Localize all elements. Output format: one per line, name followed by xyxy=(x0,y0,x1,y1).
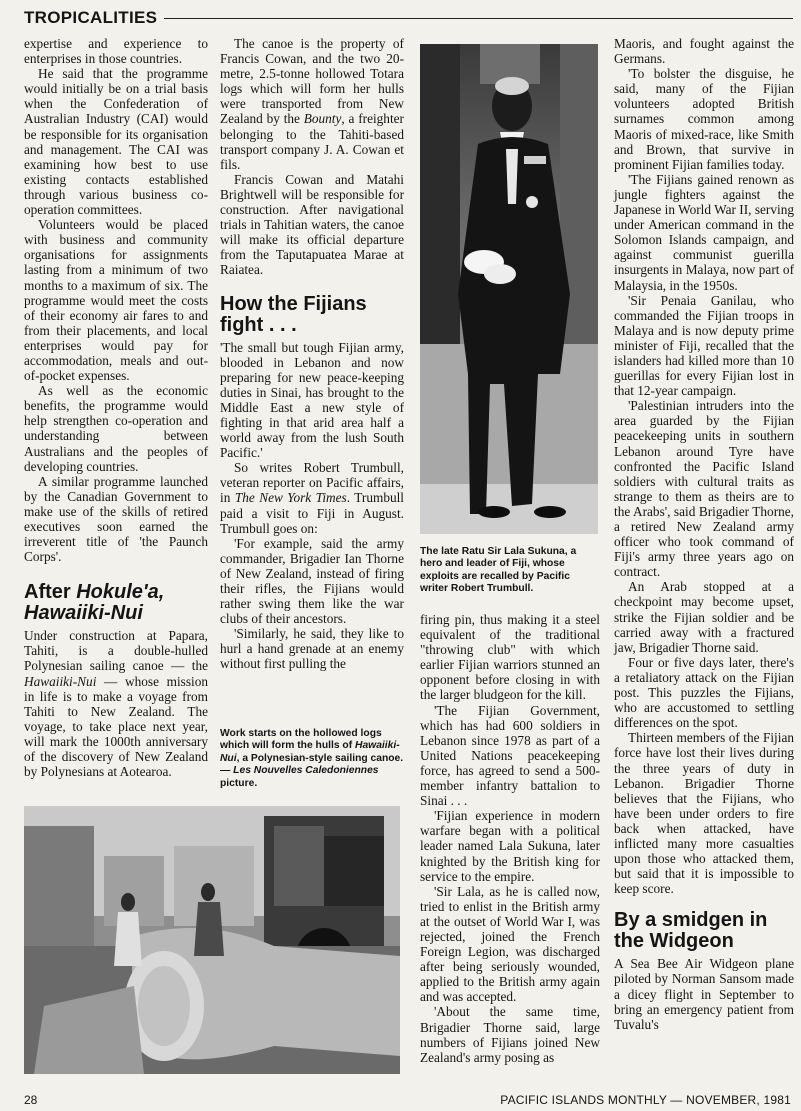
column-2 xyxy=(220,36,404,672)
column-4 xyxy=(614,36,794,1032)
col4-paragraph: Four or five days later, there's a retaliatory attack on the Fijian post. This puzzles the Fijians, who are accustomed to settling differences on the spot. xyxy=(614,654,794,731)
column-3 xyxy=(420,612,600,1065)
publication-footer: PACIFIC ISLANDS MONTHLY — NOVEMBER, 1981 xyxy=(500,1093,791,1107)
col2-paragraph: 'The small but tough Fijian army, blooded in Lebanon and now preparing for new peace-keeping duties in Sinai, has brought to the Middle East a new style of fighting in that arid area half a world away from the lush South Pacific.' xyxy=(220,339,404,461)
col1-paragraph: expertise and experience to enterprises in those countries. xyxy=(24,36,208,67)
section-title: TROPICALITIES xyxy=(24,8,161,27)
col1-paragraph: A similar programme launched by the Canadian Government to make use of the skills of retired executives soon earned the irreverent title of 'the Paunch Corps'. xyxy=(24,473,208,565)
col3-paragraph: 'The Fijian Government, which has had 600 soldiers in Lebanon since 1978 as part of a United Nations peacekeeping force, has agreed to send a 500-member infantry battalion to Sinai . . . xyxy=(420,702,600,809)
col3-paragraph: 'Fijian experience in modern warfare began with a political leader named Lala Sukuna, later knighted by the British king for service to the empire. xyxy=(420,808,600,884)
col3-paragraph: firing pin, thus making it a steel equivalent of the traditional "throwing club" with which earlier Fijian warriors stunned an opponent before closing in with the larger bludgeon for the kill. xyxy=(420,612,600,703)
canoe-photo-caption: Work starts on the hollowed logs which will form the hulls of Hawaiiki-Nui, a Polynesian-style sailing canoe. — Les Nouvelles Caledoniennes picture. xyxy=(220,728,404,789)
portrait-photo xyxy=(420,44,598,534)
col3-paragraph: 'Sir Lala, as he is called now, tried to enlist in the British army at the outset of World War I, was rejected, joined the French Foreign Legion, was discharged after being seriously wounded, applied to the British army again and was accepted. xyxy=(420,883,600,1005)
col3-paragraph: 'About the same time, Brigadier Thorne said, large numbers of Fijians joined New Zealand's army posing as xyxy=(420,1004,600,1065)
col1-paragraph: Under construction at Papara, Tahiti, is a double-hulled Polynesian sailing canoe — the Hawaiiki-Nui — whose mission in life is to make a voyage from Tahiti to New Zealand. The voyage, to take place next year, will mark the 1000th anniversary of the discovery of New Zealand by Polynesians at Aotearoa. xyxy=(24,628,208,780)
canoe-logs-illustration xyxy=(24,806,400,1074)
col1-paragraph: As well as the economic benefits, the programme would help strengthen co-operation and understanding between Australians and the peoples of developing countries. xyxy=(24,383,208,474)
col4-paragraph: 'Sir Penaia Ganilau, who commanded the Fijian troops in Malaya and is now deputy prime minister of Fiji, recalled that the islanders had killed more than 10 guerillas for every Fijian lost in that 12-year campaign. xyxy=(614,292,794,399)
col4-paragraph: 'To bolster the disguise, he said, many of the Fijian volunteers adopted British surnames common among Maoris of mixed-race, like Smith and Brown, that survive in prominent Fijian families today. xyxy=(614,66,794,172)
col2-paragraph: 'Similarly, he said, they like to hurl a hand grenade at an enemy without first pulling the xyxy=(220,626,404,672)
col4-paragraph: 'Palestinian intruders into the area guarded by the Fijian peacekeeping units in southern Lebanon around Tyre have confronted the Pacific Island soldiers with cultural traits as strange to them as theirs are to the Arabs', said Brigadier Thorne, a retired New Zealand army officer who took command of Fiji's army three years ago on contract. xyxy=(614,398,794,580)
col2-paragraph: 'For example, said the army commander, Brigadier Ian Thorne of New Zealand, instead of firing their rifles, the Fijians would rather swing them like the war clubs of their ancestors. xyxy=(220,535,404,627)
section-header xyxy=(24,8,793,30)
headline-fijians-fight: How the Fijians fight . . . xyxy=(220,292,367,336)
header-rule xyxy=(164,18,793,19)
col2-paragraph: The canoe is the property of Francis Cowan, and the two 20-metre, 2.5-tonne hollowed Totara logs which will form her hulls were transported from New Zealand by the Bounty, a freighter belonging to the Tahiti-based transport company J. A. Cowan et fils. xyxy=(220,36,404,172)
col4-paragraph: Thirteen members of the Fijian force have lost their lives during the three years of duty in Lebanon. Brigadier Thorne believes that the Fijians, who have been under orders to fire back when attacked, have inflicted many more casualties upon those who attacked them, but said that it is impossible to keep score. xyxy=(614,730,794,897)
canoe-logs-photo xyxy=(24,806,400,1074)
portrait-caption: The late Ratu Sir Lala Sukuna, a hero and leader of Fiji, whose exploits are recalled by Pacific writer Robert Trumbull. xyxy=(420,546,577,595)
col1-paragraph: Volunteers would be placed with business and community organisations for assignments lasting from a minimum of two months to a maximum of six. The programme would meet the costs of their economy air fares to and from their placements, and local enterprises would pay for accommodation, meals and out-of-pocket expenses. xyxy=(24,217,208,384)
headline-hawaiiki-nui: After Hokule'a, Hawaiiki-Nui xyxy=(24,581,165,625)
col4-paragraph: 'The Fijians gained renown as jungle fighters against the Japanese in World War II, serving under American command in the Solomon Islands campaign, and against communist guerilla insurgents in Malaya, now part of Malaysia, in the 1950s. xyxy=(614,171,794,293)
col4-paragraph: Maoris, and fought against the Germans. xyxy=(614,36,794,67)
col4-paragraph: A Sea Bee Air Widgeon plane piloted by Norman Sansom made a dicey flight in September to bring an emergency patient from Tuvalu's xyxy=(614,956,794,1032)
page-number: 28 xyxy=(24,1093,38,1107)
column-1 xyxy=(24,36,208,779)
col1-paragraph: He said that the programme would initially be on a trial basis when the Confederation of Australian Industry (CAI) would be responsible for its organisation and management. The CAI was examining how best to use existing contacts established through various business co-operation committees. xyxy=(24,66,208,218)
headline-widgeon: By a smidgen in the Widgeon xyxy=(614,909,768,953)
col2-paragraph: Francis Cowan and Matahi Brightwell will be responsible for construction. After navigational trials in Tahitian waters, the canoe will make its official departure from the Taputapuatea Marae at Raiatea. xyxy=(220,171,404,278)
portrait-illustration xyxy=(420,44,598,534)
col2-paragraph: So writes Robert Trumbull, veteran reporter on Pacific affairs, in The New York Times. Trumbull paid a visit to Fiji in August. Trumbull goes on: xyxy=(220,460,405,536)
col4-paragraph: An Arab stopped at a checkpoint may become upset, strike the Fijian soldier and be carried away with a fractured jaw, Brigadier Thorne said. xyxy=(614,579,794,655)
